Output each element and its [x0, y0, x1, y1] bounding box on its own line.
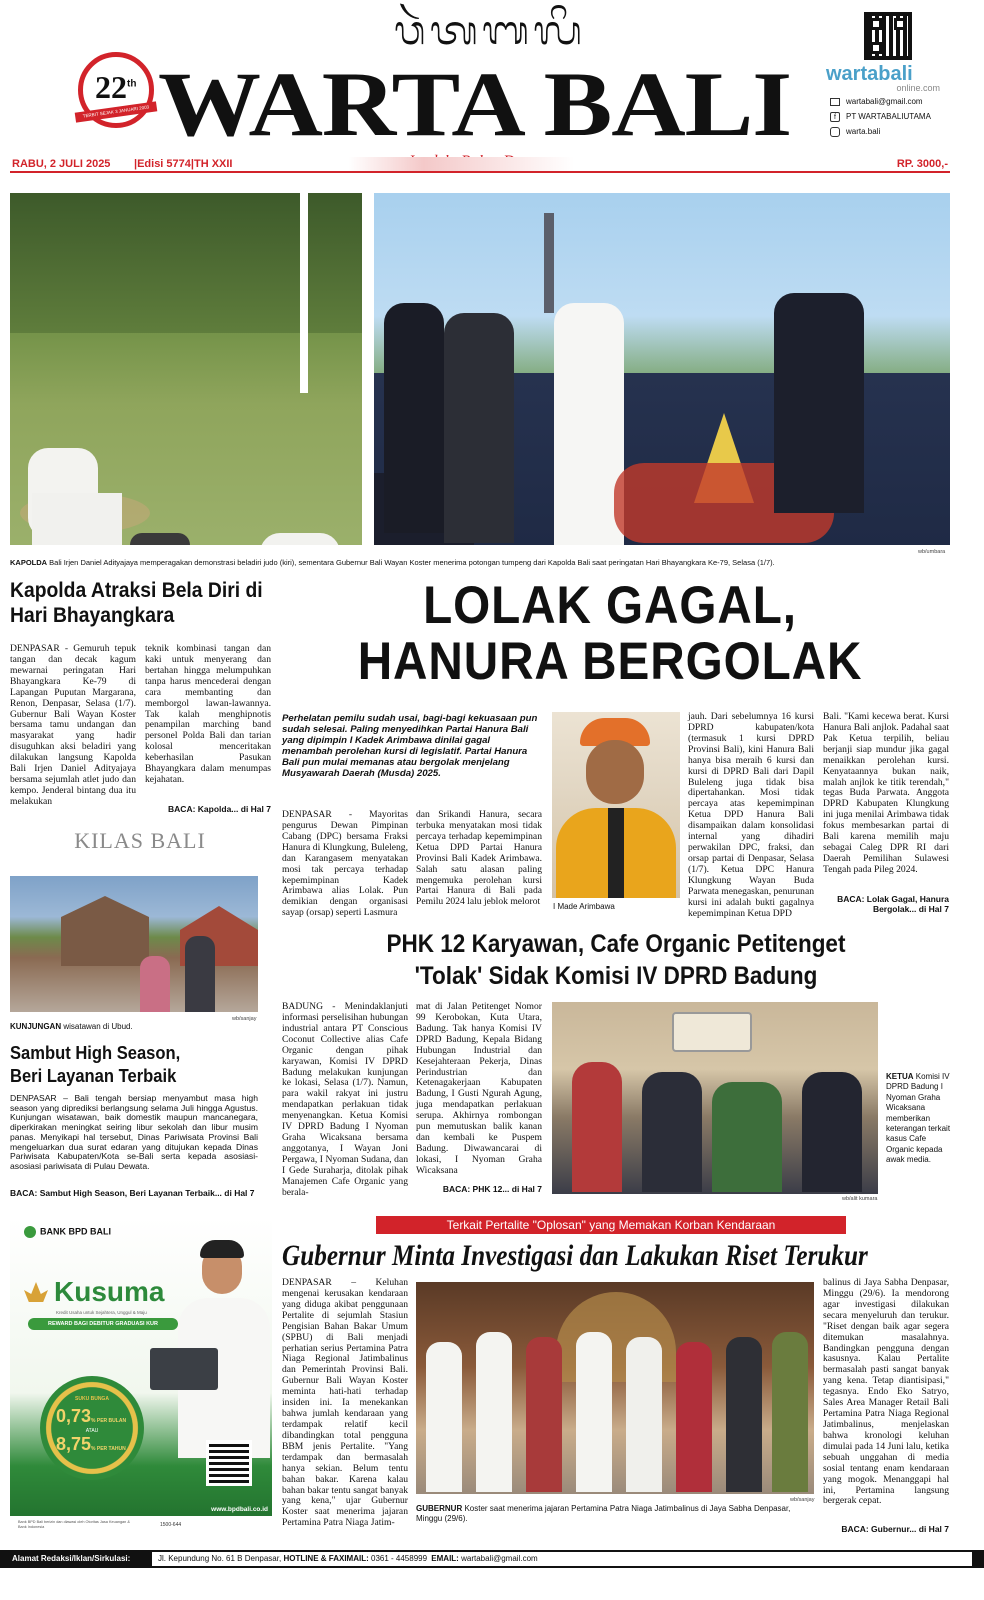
- anniversary-number: 22th: [95, 69, 137, 105]
- ubud-photo-caption: KUNJUNGAN wisatawan di Ubud.: [10, 1022, 133, 1031]
- rate-monthly: 0,73% PER BULAN: [56, 1406, 127, 1426]
- reward-banner: REWARD BAGI DEBITUR GRADUASI KUR: [28, 1318, 178, 1330]
- judo-photo: [10, 193, 362, 545]
- hanura-headline-line2: HANURA BERGOLAK: [357, 632, 863, 691]
- hanura-lead: Perhelatan pemilu sudah usai, bagi-bagi kekuasaan pun sudah selesai. Paling menyedihkan Partai Hanura Bali yang dipimpin I Kadek Arimbawa dinilai gagal menambah perolehan kursi di legislatif. Partai Hanura Bali pun mulai memanas atau bergolak menjelang Musyawarah Daerah (Musda) 2025.: [282, 713, 538, 780]
- arimbawa-photo: [552, 712, 680, 898]
- footer-hotline-label: HOTLINE & FAXIMAIL:: [283, 1554, 369, 1563]
- online-logo-name: wartabali: [826, 63, 913, 85]
- dateline-date: RABU, 2 JULI 2025: [12, 158, 111, 170]
- gubernur-kicker: Terkait Pertalite "Oplosan" yang Memakan Korban Kendaraan: [376, 1216, 846, 1234]
- ad-phone: 1500-644: [160, 1522, 182, 1528]
- online-logo[interactable]: [826, 64, 946, 93]
- top-photo-credit: wb/umbara: [918, 549, 946, 555]
- gubernur-col-2: balinus di Jaya Sabha Denpasar, Minggu (29/6). Ia mendorong agar investigasi dilakukan secara menyeluruh dan terukur. "Riset dengan baik agar segera ditemukan masalahnya. Bandingkan pengguna dengan kasusnya. Kalau Pertalite bermasalah pasti sangat banyak yang kena. Tetap diantisipasi," tegasnya. Endo Eko Satryo, Sales Area Manager Retail Bali Pertamina Patra Niaga Regional Jatimbalinus, menjelaskan bahwa kronologi keluhan dimulai pada 14 Juni lalu, ketika sebuah unggahan di media sosial tentang enam kendaraan yang mogok. Menanggapi hal ini, Pertamina langsung bergerak cepat.: [823, 1277, 949, 1507]
- cafe-organic-caption: KETUA Komisi IV DPRD Badung I Nyoman Graha Wicaksana memberikan keterangan terkait kasus Cafe Organic kepada awak media.: [886, 1072, 951, 1165]
- bpd-ad[interactable]: [10, 1218, 272, 1536]
- kusuma-sub: Kredit Usaha untuk Sejahtera, Unggul & Maju: [56, 1310, 147, 1315]
- pertamina-caption: GUBERNUR Koster saat menerima jajaran Pertamina Patra Niaga Jatimbalinus di Jaya Sabha Denpasar, Minggu (29/6).: [416, 1504, 791, 1523]
- ad-fine-print: Bank BPD Bali berizin dan diawasi oleh Otoritas Jasa Keuangan & Bank Indonesia: [18, 1520, 130, 1529]
- phk-col-2: mat di Jalan Petitenget Nomor 99 Kerobokan, Kuta Utara, Badung. Tak hanya Komisi IV DPRD Badung, Kepala Bidang Hubungan Industrial dan Kesejahteraan Pekerja, Dinas Perindustrian dan Ketenagakerjaan Kabupaten Badung, I Gusti Ngurah Agung, juga mendapatkan perlakuan serupa. Akhirnya rombongan pun memutuskan balik kanan dan kembali ke Puspem Badung. Diwawancarai di lokasi, I Nyoman Graha Wicaksana: [416, 1001, 542, 1176]
- gubernur-headline: Gubernur Minta Investigasi dan Lakukan Riset Terukur: [282, 1239, 868, 1272]
- dateline-edition: |Edisi 5774|TH XXII: [134, 158, 233, 170]
- dateline-price: RP. 3000,-: [896, 158, 948, 170]
- footer-address: Jl. Kepundung No. 61 B Denpasar,: [158, 1554, 282, 1563]
- hanura-headline-line1: LOLAK GAGAL,: [423, 576, 797, 635]
- ubud-photo: [10, 876, 258, 1012]
- lotus-icon: [24, 1282, 48, 1302]
- gubernur-col-1: DENPASAR – Keluhan mengenai kerusakan kendaraan yang diduga akibat penggunaan Pertalite di sejumlah Stasiun Pengisian Bahan Bakar Umum (SPBU) di Bali menjadi perhatian serius Pertamina Patra Niaga Regional Jatimbalinus dan Pemerintah Provinsi Bali. Gubernur Bali Wayan Koster meminta hati-hati terhadap insiden ini. Ia menekankan bahwa jumlah kendaraan yang terdampak relatif kecil dibandingkan total pengguna BBM jenis Pertalite. "Yang terdampak dan bermasalah hanya sekian. Belum tentu bahan bakar. Karena kalau bahan bakar tentu sangat banyak yang kena," ujar Gubernur Koster saat menerima jajaran Pertamina Patra Niaga Jatim-: [282, 1277, 408, 1529]
- rate-label: SUKU BUNGA: [75, 1396, 109, 1402]
- kilas-headline: Sambut High Season, Beri Layanan Terbaik: [10, 1043, 181, 1086]
- phk-headline-line2: 'Tolak' Sidak Komisi IV DPRD Badung: [414, 962, 818, 990]
- phk-col-1: BADUNG - Menindaklanjuti informasi perselisihan hubungan industrial antara PT Conscious Coconut Collective alias Cafe Organic dengan pihak karyawan, Komisi IV DPRD Badung melakukan kunjungan ke lokasi, Selasa (1/7). Namun, para wakil rakyat ini justru mendapatkan perlakuan tidak menyenangkan. Ketua Komisi IV DPRD Badung I Nyoman Graha Wicaksana bersama anggotanya, I Wayan Joni Pergawa, I Nyoman Sudana, dan I Gede Suraharja, ditolak pihak Manajemen Cafe Organic yang berala-: [282, 1001, 408, 1198]
- kapolda-headline: Kapolda Atraksi Bela Diri di Hari Bhayangkara: [10, 579, 263, 627]
- kapolda-col-1: DENPASAR - Gemuruh tepuk tangan dan decak kagum mewarnai peringatan Hari Bhayangkara Ke-79 di Lapangan Puputan Margarana, Renon, Denpasar, Selasa (1/7). Gubernur Bali Wayan Koster bersama tamu undangan dan masyarakat yang hadir disuguhkan aksi beladiri yang dilakukan langsung Kapolda Bali Irjen Daniel Adityajaya bersama sejumlah atlet judo dan kempo. Jenderal bintang dua itu melakukan: [10, 643, 136, 807]
- ad-laptop: [150, 1348, 218, 1390]
- cafe-organic-photo: [552, 1002, 878, 1194]
- qr-code-icon: [864, 12, 912, 60]
- phk-headline-line1: PHK 12 Karyawan, Cafe Organic Petitenget: [386, 930, 846, 958]
- rate-badge: [40, 1376, 144, 1480]
- anniversary-badge: [78, 52, 154, 128]
- pertamina-credit: wb/sanjay: [790, 1497, 815, 1503]
- footer-email[interactable]: wartabali@gmail.com: [461, 1554, 538, 1563]
- dateline-bar: [10, 157, 950, 173]
- hanura-col-4: Bali. "Kami kecewa berat. Kursi Hanura Bali anjlok. Padahal saat Pak Ketua terpilih, beliau berjanji siap mundur jika gagal menaikkan perolehan kursi. Kenyataannya bukan naik, malah anjlok ke titik terendah," tegas Buda Parwata. Anggota DPRD Kabupaten Klungkung ini juga menilai Arimbawa tidak fokus membesarkan partai di Bali karena memilih maju sebagai Caleg DPR RI dari Daerah Pemilihan Sulawesi Tengah pada Pileg 2024.: [823, 711, 949, 875]
- ad-qr-icon: [206, 1440, 252, 1486]
- rate-yearly: 8,75% PER TAHUN: [56, 1434, 126, 1454]
- footer-bar: [0, 1550, 984, 1568]
- tumpeng-photo: [374, 193, 950, 545]
- gubernur-baca[interactable]: BACA: Gubernur... di Hal 7: [841, 1524, 949, 1534]
- hanura-col-3: jauh. Dari sebelumnya 16 kursi DPRD kabupaten/kota (termasuk 1 kursi DPRD Provinsi Bali), kini Hanura Bali hanya bisa meraih 6 kursi dan kursi di DPRD Bali dari Dapil Buleleng juga tidak bisa dipertahankan. Mosi tidak percaya atas kepemimpinan Ketua DPD Hanura Bali disampaikan dalam konsolidasi internal yang dihadiri perwakilan DPC, fraksi, dan orsap partai di Denpasar, Selasa (1/7). Ketua DPC Hanura Klungkung Wayan Buda Parwata menegaskan, penurunan kursi ini adalah bukti gagalnya kepemimpinan Ketua DPD: [688, 711, 815, 919]
- cafe-organic-credit: wb/alit kumara: [842, 1196, 878, 1202]
- phk-headline: [315, 928, 916, 992]
- masthead: [0, 0, 984, 160]
- top-photo-caption: KAPOLDA Bali Irjen Daniel Adityajaya memperagakan demonstrasi beladiri judo (kiri), sementara Gubernur Bali Wayan Koster menerima potongan tumpeng dari Kapolda Bali saat peringatan Hari Bhayangkara Ke-79, Selasa (1/7).: [10, 558, 775, 567]
- kilas-bali-label: KILAS BALI: [74, 828, 206, 853]
- phk-baca[interactable]: BACA: PHK 12... di Hal 7: [442, 1184, 542, 1194]
- kapolda-baca[interactable]: BACA: Kapolda... di Hal 7: [168, 804, 271, 814]
- instagram-icon: [830, 127, 840, 137]
- masthead-title: WARTA BALI: [158, 53, 792, 155]
- mail-icon: [830, 98, 840, 106]
- kilas-baca[interactable]: BACA: Sambut High Season, Beri Layanan Terbaik... di Hal 7: [10, 1188, 255, 1198]
- contact-email[interactable]: wartabali@gmail.com: [830, 94, 970, 109]
- facebook-icon: f: [830, 112, 840, 122]
- kapolda-col-2: teknik kombinasi tangan dan kaki untuk menyerang dan bertahan hingga melumpuhkan tanpa harus mencederai dengan cara membanting dan memborgol lawan-lawannya. Tak kalah menghipnotis penampilan marching band personel Polda Bali dan tarian kolosal menceritakan keberhasilan Pasukan Bhayangkara dalam menumpas kejahatan.: [145, 643, 271, 786]
- online-logo-domain: online.com: [896, 83, 940, 93]
- balinese-script: ᬯᬃᬢᬩᬮᬶ: [394, 8, 586, 53]
- kusuma-brand: Kusuma: [54, 1276, 165, 1307]
- contact-facebook[interactable]: f PT WARTABALIUTAMA: [830, 109, 970, 124]
- arimbawa-caption: I Made Arimbawa: [553, 902, 615, 911]
- rate-or: ATAU: [85, 1428, 99, 1434]
- hanura-col-1: DENPASAR - Mayoritas pengurus Dewan Pimpinan Cabang (DPC) bersama Fraksi Hanura di Klungkung, Buleleng, dan Karangasem menyatakan mosi tak percaya terhadap kepemimpinan Kadek Arimbawa alias Lolak. Pun demikian dengan organisasi sayap (orsap) seperti Lasmura: [282, 809, 408, 919]
- bpd-logo-icon: [24, 1226, 36, 1238]
- footer-address-box: [152, 1552, 972, 1566]
- contact-list: [830, 94, 970, 139]
- bpd-bank-name: BANK BPD BALI: [24, 1226, 111, 1238]
- contact-instagram[interactable]: warta.bali: [830, 124, 970, 139]
- ubud-photo-credit: wb/sanjay: [232, 1016, 257, 1022]
- ad-website[interactable]: www.bpdbali.co.id: [211, 1506, 268, 1513]
- kilas-body: DENPASAR – Bali tengah bersiap menyambut masa high season yang diprediksi berlangsung selama Juli hingga Agustus. Kunjungan wisatawan, baik domestik maupun mancanegara, diperkirakan meningkat seiring libur sekolah dan libur musim panas. Menyikapi hal tersebut, Dinas Pariwisata Provinsi Bali mengeluarkan dua surat edaran yang ditujukan kepada Dinas Pariwisata Kabupaten/Kota se-Bali serta kepada asosiasi-asosiasi pariwisata di Pulau Dewata.: [10, 1093, 258, 1171]
- footer-email-label: EMAIL:: [431, 1554, 459, 1563]
- anniversary-ribbon: TERBIT SEJAK 3 JANUARI 2003: [75, 101, 158, 122]
- footer-label: Alamat Redaksi/Iklan/Sirkulasi:: [12, 1554, 131, 1563]
- hanura-baca[interactable]: BACA: Lolak Gagal, Hanura Bergolak... di Hal 7: [837, 894, 949, 914]
- hanura-headline: [322, 578, 898, 690]
- hanura-col-2: dan Srikandi Hanura, secara terbuka menyatakan mosi tidak percaya terhadap kepemimpinan Ketua DPD Partai Hanura Provinsi Bali Kadek Arimbawa. Salah satu alasan paling mengemuka perolehan kursi Partai Hanura di Bali pada Pemilu 2024 lalu jeblok melorot: [416, 809, 542, 908]
- pertamina-photo: [416, 1282, 814, 1494]
- footer-hotline[interactable]: 0361 - 4458999: [371, 1554, 428, 1563]
